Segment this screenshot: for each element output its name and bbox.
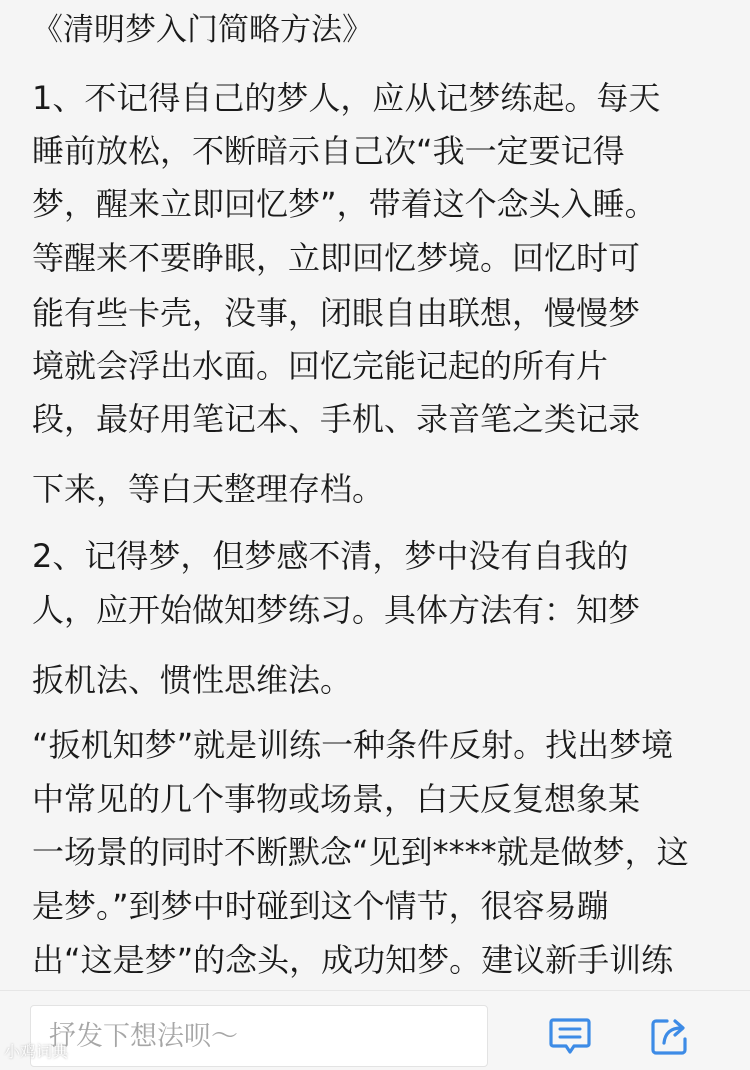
comment-button[interactable] [547,1013,593,1059]
article-line: 能有些卡壳，没事，闭眼自由联想，慢慢梦 [32,294,641,332]
article-line: 下来，等白天整理存档。 [32,470,385,508]
article-line: 出“这是梦”的念头，成功知梦。建议新手训练 [32,941,674,979]
article-line: 境就会浮出水面。回忆完能记起的所有片 [32,347,609,385]
article-line: 中常见的几个事物或场景，白天反复想象某 [32,780,641,818]
article-line: 人，应开始做知梦练习。具体方法有：知梦 [32,591,641,629]
share-icon [647,1013,693,1059]
article-line: 2、记得梦，但梦感不清，梦中没有自我的 [32,537,629,575]
article-title: 《清明梦入门简略方法》 [32,12,373,48]
article-line: 1、不记得自己的梦人，应从记梦练起。每天 [32,79,661,117]
article-line: 睡前放松，不断暗示自己次“我一定要记得 [32,132,625,170]
article-line: 是梦。”到梦中时碰到这个情节，很容易蹦 [32,887,609,925]
article-line: 段，最好用笔记本、手机、录音笔之类记录 [32,400,641,438]
share-button[interactable] [647,1013,693,1059]
watermark: 小鸡词典 [4,1042,69,1061]
comment-input[interactable] [30,1005,488,1067]
article-line: 等醒来不要睁眼，立即回忆梦境。回忆时可 [32,239,641,277]
article-line: 一场景的同时不断默念“见到****就是做梦，这 [32,833,689,871]
article-line: 扳机法、惯性思维法。 [32,661,353,699]
article-line: 梦，醒来立即回忆梦”，带着这个念头入睡。 [32,185,657,223]
article-line: “扳机知梦”就是训练一种条件反射。找出梦境 [32,726,674,764]
comment-icon [547,1013,593,1059]
bottom-toolbar [0,990,750,1070]
